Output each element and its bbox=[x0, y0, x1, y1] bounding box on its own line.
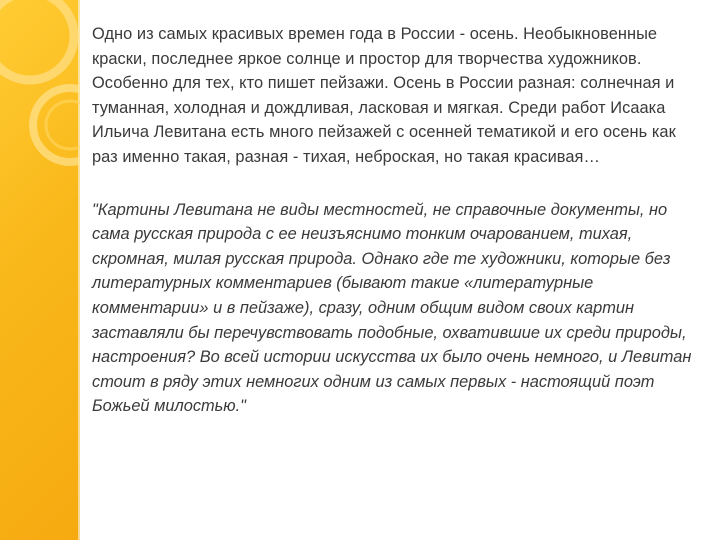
decorative-rings bbox=[0, 0, 80, 540]
text-content bbox=[92, 22, 700, 419]
decorative-ring-large bbox=[0, 0, 74, 80]
intro-paragraph: Одно из самых красивых времен года в России - осень. Необыкновенные краски, последнее яркое солнце и простор для творчества художников. Особенно для тех, кто пишет пейзажи. Осень в России разная: солнечная и туманная, холодная и дождливая, ласковая и мягкая. Среди работ Исаака Ильича Левитана есть много пейзажей с осенней тематикой и его осень как раз именно такая, разная - тихая, неброская, но такая красивая… bbox=[92, 25, 676, 166]
levitan-quote: "Картины Левитана не виды местностей, не справочные документы, но сама русская природа с ее неизъяснимо тонким очарованием, тихая, скромная, милая русская природа. Однако где те художники, которые без литературных комментариев (бывают такие «литературные комментарии» и в пейзаже), сразу, одним общим видом своих картин заставляли бы перечувствовать подобные, охватившие их среди природы, настроения? Во всей истории искусства их было очень немного, и Левитан стоит в ряду этих немногих одним из самых первых - настоящий поэт Божьей милостью." bbox=[92, 200, 692, 416]
decorative-ring-medium bbox=[33, 88, 80, 162]
decorative-ring-inner bbox=[46, 101, 80, 149]
